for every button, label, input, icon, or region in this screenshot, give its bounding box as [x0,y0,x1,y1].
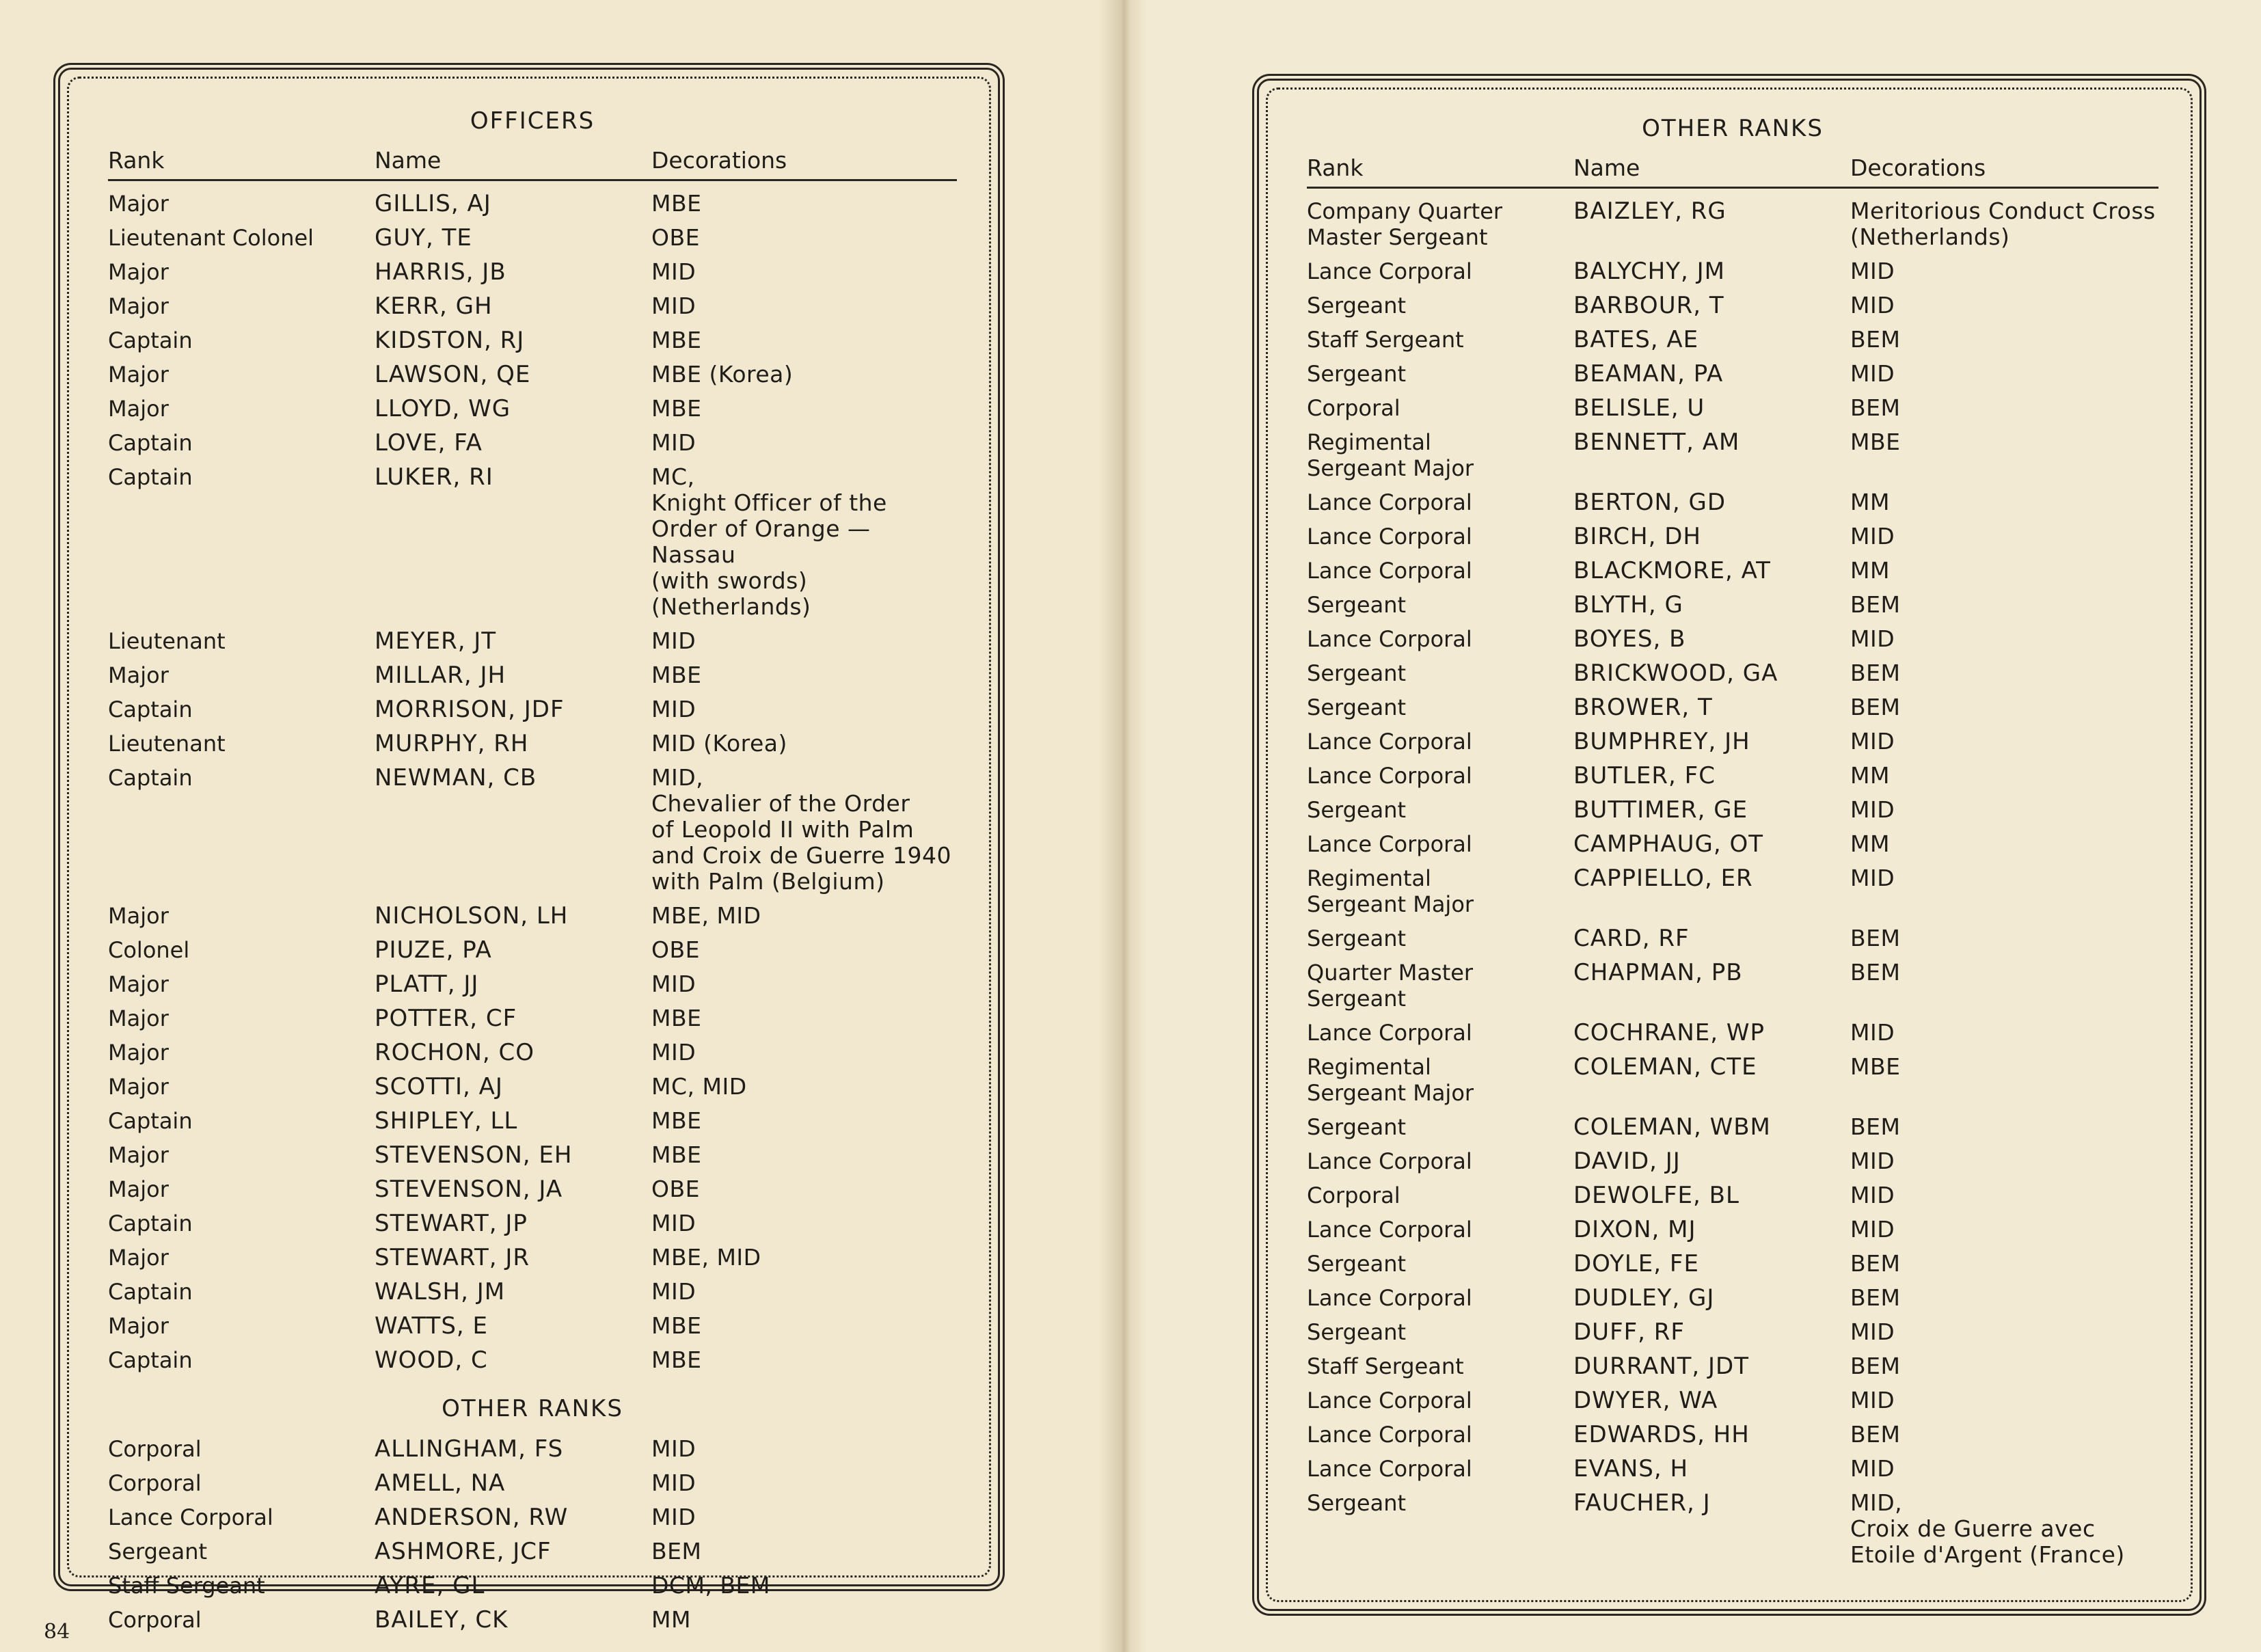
cell-decorations: MID [651,1210,696,1236]
cell-rank: Captain [108,1210,193,1236]
cell-name: EVANS, H [1573,1455,1689,1482]
cell-name: BENNETT, AM [1573,429,1740,456]
table-row [1307,1452,2158,1486]
cell-name: WALSH, JM [375,1278,506,1305]
cell-rank: Captain [108,696,193,722]
cell-name: BUTLER, FC [1573,762,1716,789]
cell-rank: Sergeant [1307,1114,1407,1140]
cell-rank: Lance Corporal [1307,558,1472,584]
cell-rank: Sergeant [1307,1319,1407,1345]
cell-rank: Captain [108,464,193,490]
cell-decorations: BEM [1850,925,1901,951]
cell-rank: Major [108,1245,169,1271]
cell-decorations: MBE [651,662,702,688]
cell-rank: Sergeant [108,1539,208,1565]
cell-decorations: MM [1850,557,1890,584]
cell-rank: Major [108,1142,169,1168]
table-row [108,1070,957,1104]
cell-rank: Sergeant [1307,361,1407,387]
cell-name: CARD, RF [1573,925,1690,952]
cell-rank: Major [108,362,169,388]
cell-decorations: MID [1850,728,1895,755]
header-rank: Rank [108,147,165,174]
other-ranks-title-right: OTHER RANKS [1642,115,1824,142]
table-row [1307,1144,2158,1178]
cell-rank: Sergeant [1307,694,1407,720]
cell-decorations: MID [1850,1182,1895,1208]
table-row [108,692,957,727]
cell-decorations: MID [651,1278,696,1305]
cell-name: STEVENSON, JA [375,1176,563,1203]
cell-name: SCOTTI, AJ [375,1073,503,1100]
table-row [108,221,957,255]
cell-decorations: MID [651,1504,696,1530]
right-ornamental-frame [1252,74,2206,1616]
cell-decorations: MBE, MID [651,902,761,929]
cell-rank: Corporal [108,1436,202,1462]
cell-name: KIDSTON, RJ [375,327,525,354]
table-row [1307,425,2158,485]
table-row [1307,254,2158,288]
cell-name: BATES, AE [1573,326,1699,353]
cell-decorations: MBE, MID [651,1244,761,1271]
cell-decorations: MID [1850,1216,1895,1243]
cell-decorations: BEM [1850,1250,1901,1277]
cell-decorations: MID [1850,1148,1895,1174]
cell-rank: Lance Corporal [1307,831,1472,857]
cell-name: ANDERSON, RW [375,1504,569,1531]
table-row [108,255,957,289]
cell-name: AMELL, NA [375,1470,506,1497]
cell-rank: Major [108,971,169,997]
cell-rank: Corporal [108,1607,202,1633]
cell-decorations: MID [1850,865,1895,891]
cell-rank: Lance Corporal [1307,763,1472,789]
cell-decorations: MM [1850,762,1890,789]
cell-rank: Lance Corporal [1307,1148,1472,1174]
cell-decorations: MID [651,258,696,285]
cell-name: DOYLE, FE [1573,1250,1699,1277]
table-row [1307,1349,2158,1383]
cell-decorations: MBE [651,1141,702,1168]
cell-decorations: BEM [1850,591,1901,618]
table-row [1307,1178,2158,1213]
table-row [1307,1016,2158,1050]
cell-name: LUKER, RI [375,463,493,491]
table-row [1307,759,2158,793]
cell-decorations: BEM [1850,1353,1901,1379]
table-row [108,1432,957,1466]
cell-decorations: MID [1850,292,1895,319]
table-row [1307,519,2158,554]
cell-decorations: MBE [1850,1053,1901,1080]
table-row [108,1343,957,1377]
header-name: Name [375,147,442,174]
cell-rank: Sergeant [1307,293,1407,319]
cell-rank: Staff Sergeant [1307,327,1464,353]
cell-decorations: BEM [1850,1113,1901,1140]
cell-name: BEAMAN, PA [1573,360,1724,388]
table-row [1307,956,2158,1016]
table-row [108,1603,957,1637]
cell-rank: Sergeant [1307,1490,1407,1516]
cell-name: DUFF, RF [1573,1318,1685,1346]
cell-rank: Lance Corporal [108,1504,273,1530]
table-row [108,899,957,933]
table-row [108,933,957,967]
cell-name: MORRISON, JDF [375,696,565,723]
cell-rank: Lieutenant Colonel [108,225,314,251]
cell-decorations: MID [651,696,696,722]
table-row [1307,622,2158,656]
cell-name: DEWOLFE, BL [1573,1182,1739,1209]
cell-name: COLEMAN, WBM [1573,1113,1771,1141]
cell-name: NEWMAN, CB [375,764,537,791]
table-row [108,658,957,692]
cell-name: BELISLE, U [1573,394,1705,422]
cell-decorations: MID [1850,523,1895,550]
cell-decorations: BEM [1850,694,1901,720]
cell-decorations: MID [651,429,696,456]
cell-name: LAWSON, QE [375,361,531,388]
table-row [108,323,957,357]
table-row [1307,690,2158,725]
cell-rank: Major [108,1040,169,1066]
cell-rank: Lance Corporal [1307,524,1472,550]
cell-name: ALLINGHAM, FS [375,1435,564,1463]
cell-name: WATTS, E [375,1312,488,1340]
cell-name: GILLIS, AJ [375,190,491,217]
table-row [108,1534,957,1569]
cell-rank: Regimental Sergeant Major [1307,1054,1474,1106]
cell-decorations: MBE [651,1005,702,1031]
cell-name: BARBOUR, T [1573,292,1724,319]
cell-name: BLYTH, G [1573,591,1683,619]
cell-rank: Lance Corporal [1307,1456,1472,1482]
cell-rank: Captain [108,1347,193,1373]
cell-name: STEWART, JR [375,1244,530,1271]
cell-rank: Corporal [1307,1182,1400,1208]
table-row [108,460,957,624]
cell-name: MILLAR, JH [375,662,506,689]
cell-rank: Captain [108,430,193,456]
cell-rank: Regimental Sergeant Major [1307,429,1474,481]
cell-decorations: OBE [651,224,700,251]
cell-name: DAVID, JJ [1573,1148,1681,1175]
cell-decorations: MC, Knight Officer of the Order of Orange — Nassau (with swords) (Netherlands) [651,463,887,620]
cell-rank: Lieutenant [108,628,226,654]
cell-rank: Staff Sergeant [1307,1353,1464,1379]
table-row [1307,391,2158,425]
cell-name: BUMPHREY, JH [1573,728,1750,755]
table-row [108,1241,957,1275]
cell-decorations: MBE (Korea) [651,361,794,388]
table-row [108,1104,957,1138]
left-content [108,107,957,1637]
cell-name: DUDLEY, GJ [1573,1284,1715,1312]
table-row [108,392,957,426]
cell-decorations: BEM [1850,394,1901,421]
table-row [1307,323,2158,357]
cell-name: BUTTIMER, GE [1573,796,1748,824]
officers-header-row [108,147,957,181]
left-ornamental-frame [53,63,1005,1634]
cell-decorations: Meritorious Conduct Cross (Netherlands) [1850,198,2156,250]
cell-decorations: BEM [1850,326,1901,353]
table-row [1307,588,2158,622]
cell-name: BLACKMORE, AT [1573,557,1771,584]
cell-decorations: MID [1850,360,1895,387]
cell-name: LLOYD, WG [375,395,511,422]
table-row [1307,485,2158,519]
cell-decorations: MM [651,1606,691,1633]
cell-decorations: MID [1850,1019,1895,1046]
cell-rank: Major [108,396,169,422]
table-row [1307,921,2158,956]
table-row [1307,1315,2158,1349]
cell-decorations: MID [1850,1318,1895,1345]
cell-name: BAILEY, CK [375,1606,509,1634]
table-row [1307,1050,2158,1110]
cell-rank: Major [108,662,169,688]
cell-name: NICHOLSON, LH [375,902,569,930]
cell-rank: Major [108,259,169,285]
cell-decorations: MBE [651,1312,702,1339]
cell-decorations: MID (Korea) [651,730,787,757]
cell-rank: Sergeant [1307,797,1407,823]
cell-decorations: MBE [651,190,702,217]
cell-name: WOOD, C [375,1346,488,1374]
cell-rank: Lieutenant [108,731,226,757]
table-row [1307,1247,2158,1281]
page-number: 84 [44,1620,70,1644]
cell-rank: Corporal [108,1470,202,1496]
cell-decorations: MBE [1850,429,1901,455]
cell-decorations: MID [651,293,696,319]
cell-name: DWYER, WA [1573,1387,1718,1414]
cell-decorations: MID [1850,625,1895,652]
cell-rank: Lance Corporal [1307,258,1472,284]
cell-decorations: BEM [1850,1421,1901,1448]
cell-decorations: MID [651,627,696,654]
cell-decorations: BEM [1850,1284,1901,1311]
table-row [108,1206,957,1241]
officers-title: OFFICERS [470,107,595,135]
cell-rank: Lance Corporal [1307,1422,1472,1448]
cell-name: ROCHON, CO [375,1039,535,1066]
header-name: Name [1573,154,1640,181]
cell-name: BROWER, T [1573,694,1713,721]
cell-name: COCHRANE, WP [1573,1019,1765,1046]
table-row [108,624,957,658]
cell-name: CAPPIELLO, ER [1573,865,1753,892]
cell-decorations: MID [1850,1387,1895,1413]
cell-name: DIXON, MJ [1573,1216,1696,1243]
cell-rank: Major [108,191,169,217]
table-row [1307,194,2158,254]
cell-name: BOYES, B [1573,625,1686,653]
cell-name: HARRIS, JB [375,258,506,286]
cell-name: BIRCH, DH [1573,523,1701,550]
table-row [1307,725,2158,759]
cell-rank: Sergeant [1307,660,1407,686]
table-row [1307,1281,2158,1315]
cell-rank: Lance Corporal [1307,729,1472,755]
cell-rank: Captain [108,1108,193,1134]
cell-rank: Major [108,1313,169,1339]
cell-decorations: MID [1850,796,1895,823]
cell-name: PIUZE, PA [375,936,492,964]
cell-name: FAUCHER, J [1573,1489,1711,1517]
cell-decorations: MBE [651,1107,702,1134]
cell-decorations: MC, MID [651,1073,747,1100]
cell-name: KERR, GH [375,293,493,320]
cell-decorations: MID [651,1039,696,1066]
other-ranks-table-left [108,1432,957,1637]
table-row [1307,554,2158,588]
table-row [108,967,957,1001]
table-row [1307,357,2158,391]
cell-name: ASHMORE, JCF [375,1538,552,1565]
cell-name: GUY, TE [375,224,472,252]
cell-decorations: MID, Croix de Guerre avec Etoile d'Argent (France) [1850,1489,2125,1568]
table-row [108,1275,957,1309]
cell-decorations: MID [1850,1455,1895,1482]
table-row [1307,288,2158,323]
table-row [1307,827,2158,861]
cell-name: EDWARDS, HH [1573,1421,1750,1448]
cell-rank: Staff Sergeant [108,1573,265,1599]
cell-decorations: BEM [651,1538,702,1565]
cell-rank: Major [108,1005,169,1031]
cell-decorations: MM [1850,830,1890,857]
header-decorations: Decorations [651,147,787,174]
table-row [108,357,957,392]
cell-name: DURRANT, JDT [1573,1353,1749,1380]
cell-rank: Company Quarter Master Sergeant [1307,198,1503,250]
header-decorations: Decorations [1850,154,1986,181]
table-row [108,1309,957,1343]
table-row [1307,1110,2158,1144]
table-row [108,1500,957,1534]
table-row [108,1172,957,1206]
table-row [108,1001,957,1035]
table-row [108,727,957,761]
cell-rank: Lance Corporal [1307,626,1472,652]
cell-decorations: MID [651,1470,696,1496]
cell-decorations: MBE [651,395,702,422]
table-row [108,289,957,323]
cell-rank: Major [108,293,169,319]
cell-rank: Corporal [1307,395,1400,421]
cell-name: PLATT, JJ [375,971,479,998]
cell-rank: Captain [108,1279,193,1305]
cell-decorations: MID [651,971,696,997]
cell-decorations: MM [1850,489,1890,515]
cell-name: BAIZLEY, RG [1573,198,1727,225]
table-row [1307,1418,2158,1452]
cell-name: SHIPLEY, LL [375,1107,518,1135]
cell-rank: Captain [108,327,193,353]
cell-decorations: MID [1850,258,1895,284]
cell-rank: Lance Corporal [1307,489,1472,515]
cell-decorations: OBE [651,1176,700,1202]
cell-rank: Sergeant [1307,925,1407,951]
cell-decorations: BEM [1850,660,1901,686]
cell-name: COLEMAN, CTE [1573,1053,1757,1081]
book-gutter [1099,0,1147,1652]
table-row [108,1466,957,1500]
cell-name: AYRE, GL [375,1572,485,1599]
cell-name: BALYCHY, JM [1573,258,1725,285]
table-row [1307,1383,2158,1418]
cell-rank: Sergeant [1307,592,1407,618]
cell-name: POTTER, CF [375,1005,517,1032]
officers-table [108,187,957,1377]
cell-decorations: OBE [651,936,700,963]
cell-rank: Major [108,903,169,929]
cell-rank: Lance Corporal [1307,1217,1472,1243]
table-row [108,426,957,460]
cell-decorations: MBE [651,327,702,353]
cell-rank: Captain [108,765,193,791]
right-content [1307,115,2158,1572]
cell-rank: Major [108,1176,169,1202]
table-row [108,1138,957,1172]
cell-name: BERTON, GD [1573,489,1727,516]
cell-name: MEYER, JT [375,627,497,655]
cell-name: CHAPMAN, PB [1573,959,1743,986]
cell-decorations: MID [651,1435,696,1462]
cell-name: MURPHY, RH [375,730,529,757]
header-rank: Rank [1307,154,1364,181]
other-ranks-title-left: OTHER RANKS [442,1395,623,1422]
cell-rank: Lance Corporal [1307,1387,1472,1413]
table-row [108,761,957,899]
cell-decorations: MBE [651,1346,702,1373]
cell-rank: Lance Corporal [1307,1285,1472,1311]
cell-name: STEVENSON, EH [375,1141,573,1169]
cell-rank: Major [108,1074,169,1100]
cell-decorations: MID, Chevalier of the Order of Leopold II with Palm and Croix de Guerre 1940 with Palm (Belgium) [651,764,951,895]
cell-rank: Lance Corporal [1307,1020,1472,1046]
table-row [108,1569,957,1603]
table-row [1307,656,2158,690]
cell-rank: Sergeant [1307,1251,1407,1277]
cell-decorations: BEM [1850,959,1901,986]
cell-name: CAMPHAUG, OT [1573,830,1764,858]
cell-name: LOVE, FA [375,429,483,457]
table-row [1307,1213,2158,1247]
cell-decorations: DCM, BEM [651,1572,770,1599]
cell-name: BRICKWOOD, GA [1573,660,1778,687]
cell-rank: Regimental Sergeant Major [1307,865,1474,917]
other-ranks-table-right [1307,194,2158,1572]
table-row [1307,793,2158,827]
other-ranks-header-row [1307,154,2158,189]
cell-rank: Quarter Master Sergeant [1307,960,1474,1012]
table-row [1307,861,2158,921]
cell-name: STEWART, JP [375,1210,528,1237]
table-row [108,187,957,221]
table-row [1307,1486,2158,1572]
cell-rank: Colonel [108,937,190,963]
table-row [108,1035,957,1070]
